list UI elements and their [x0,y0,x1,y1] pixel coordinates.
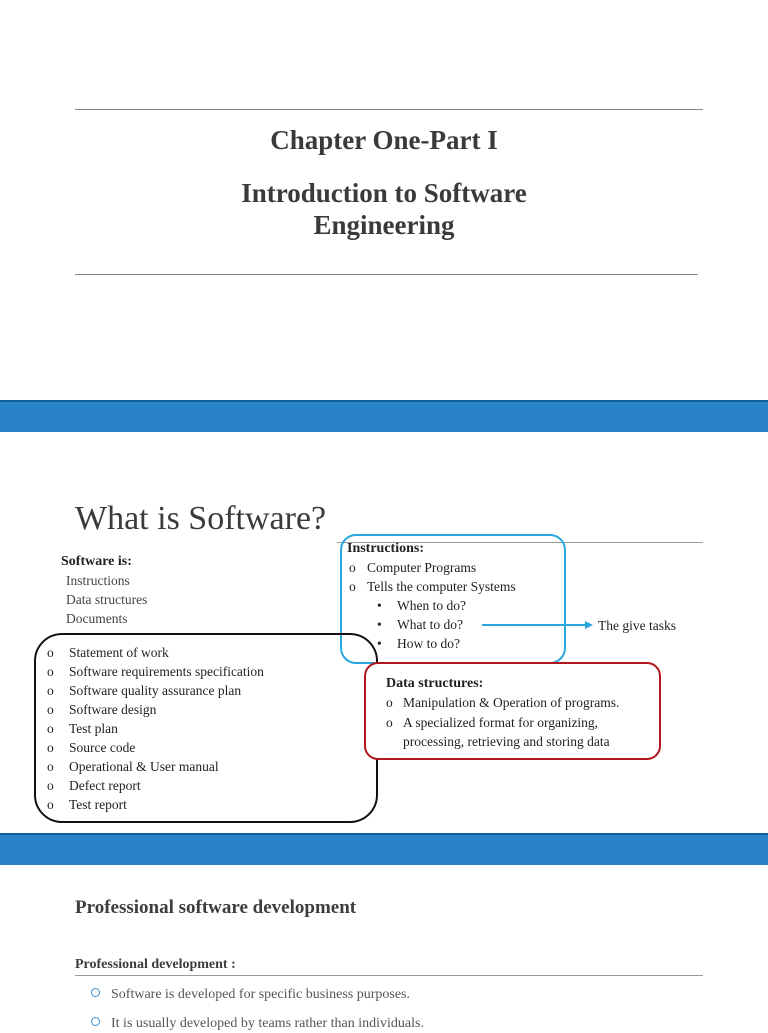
instruction-sub-item: • When to do? [377,598,466,613]
software-is-label: Software is: [61,554,132,569]
list-item: Software is developed for specific business purposes. [91,986,410,1004]
instruction-sub-item: • How to do? [377,636,460,651]
subheading-underline [75,975,703,976]
documents-list [47,643,264,814]
subheading: Professional development : [75,957,236,972]
arrow-right-icon [480,618,595,632]
document-item: o Defect report [47,778,141,793]
data-structures-item: o A specialized format for organizing, [386,715,599,730]
slide-separator-band [0,833,768,865]
document-item: o Statement of work [47,645,169,660]
document-item: o Software quality assurance plan [47,683,242,698]
top-divider [75,109,703,110]
document-item: o Test report [47,797,127,812]
circle-bullet-icon [91,1017,100,1026]
data-structures-label: Data structures: [386,676,484,691]
lecture-title-line2: Engineering [313,210,455,240]
instructions-label: Instructions: [347,541,425,556]
instruction-item: o Tells the computer Systems [349,579,516,594]
circle-bullet-icon [91,988,100,997]
document-item: o Source code [47,740,136,755]
list-item: It is usually developed by teams rather than individuals. [91,1015,424,1033]
data-structures-item: o Manipulation & Operation of programs. [386,695,620,710]
data-structures-item-cont: processing, retrieving and storing data [403,734,610,749]
document-item: o Software requirements specification [47,664,264,679]
instruction-sub-item: • What to do? [377,617,463,632]
document-item: o Operational & User manual [47,759,219,774]
slide-heading: Professional software development [75,897,357,918]
chapter-title: Chapter One-Part I [270,125,498,155]
document-item: o Test plan [47,721,118,736]
lecture-title-line1: Introduction to Software [241,178,527,208]
document-item: o Software design [47,702,157,717]
slide-separator-band [0,400,768,432]
instruction-item: o Computer Programs [349,560,477,575]
software-is-item: Documents [66,611,128,626]
software-is-item: Data structures [66,592,148,607]
band-edge [0,833,768,835]
arrow-note: The give tasks [598,618,676,633]
band-edge [0,400,768,402]
slide-heading: What is Software? [75,500,327,537]
software-is-item: Instructions [66,573,130,588]
bottom-divider [75,274,698,275]
